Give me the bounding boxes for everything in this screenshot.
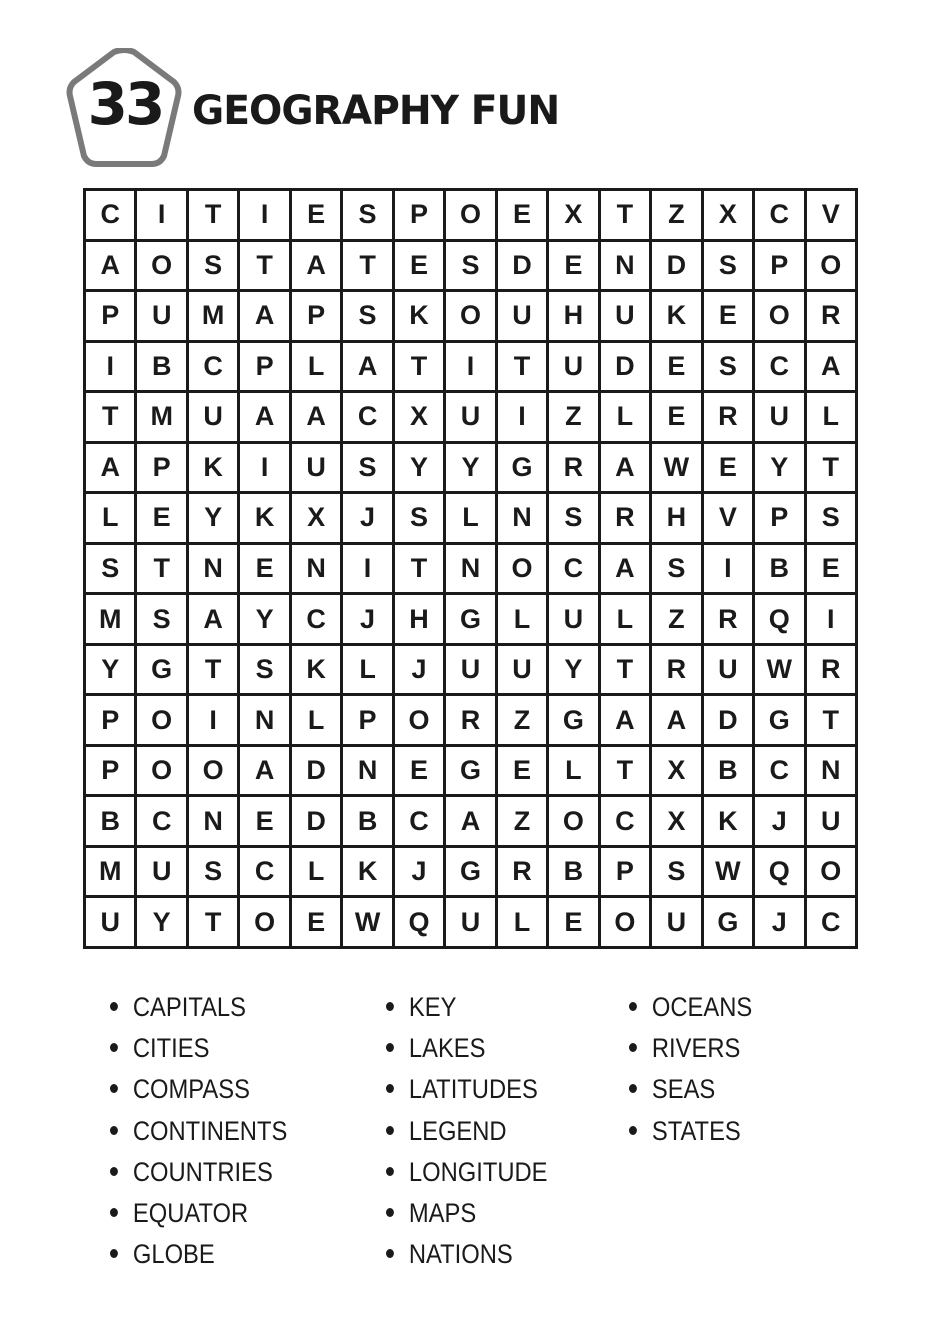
grid-cell[interactable]: T	[395, 545, 443, 593]
word-list-item	[110, 1194, 287, 1235]
grid-cell[interactable]: J	[343, 494, 391, 542]
grid-cell[interactable]: R	[601, 494, 649, 542]
grid-cell[interactable]: P	[137, 444, 185, 492]
grid-cell[interactable]: O	[549, 797, 597, 845]
grid-cell[interactable]: T	[189, 898, 237, 946]
grid-cell[interactable]: W	[652, 444, 700, 492]
grid-cell[interactable]: S	[807, 494, 855, 542]
grid-cell[interactable]: L	[601, 393, 649, 441]
grid-cell[interactable]: V	[704, 494, 752, 542]
grid-cell[interactable]: T	[601, 191, 649, 239]
word-list-item	[110, 1153, 287, 1194]
grid-cell[interactable]: G	[498, 444, 546, 492]
grid-cell[interactable]: U	[549, 343, 597, 391]
grid-cell[interactable]: Q	[755, 595, 803, 643]
grid-cell[interactable]: E	[395, 747, 443, 795]
grid-cell[interactable]: O	[137, 696, 185, 744]
grid-cell[interactable]: P	[755, 242, 803, 290]
grid-cell[interactable]: O	[395, 696, 443, 744]
puzzle-number-badge	[64, 48, 178, 168]
word-list-item	[629, 988, 752, 1029]
grid-cell[interactable]: O	[137, 242, 185, 290]
grid-cell[interactable]: P	[395, 191, 443, 239]
grid-cell[interactable]: S	[549, 494, 597, 542]
grid-cell[interactable]: X	[549, 191, 597, 239]
grid-cell[interactable]: R	[807, 292, 855, 340]
grid-cell[interactable]: I	[189, 696, 237, 744]
grid-cell[interactable]: C	[395, 797, 443, 845]
grid-cell[interactable]: R	[549, 444, 597, 492]
grid-cell[interactable]: T	[86, 393, 134, 441]
grid-cell[interactable]: J	[395, 646, 443, 694]
grid-cell[interactable]: C	[189, 343, 237, 391]
grid-cell[interactable]: S	[704, 343, 752, 391]
grid-cell[interactable]: U	[292, 444, 340, 492]
word-label: CITIES	[132, 1033, 210, 1064]
grid-cell[interactable]: T	[807, 444, 855, 492]
grid-cell[interactable]: L	[807, 393, 855, 441]
grid-cell[interactable]: S	[395, 494, 443, 542]
grid-cell[interactable]: T	[807, 696, 855, 744]
bullet-icon	[110, 1208, 118, 1217]
word-label: EQUATOR	[132, 1197, 249, 1228]
grid-cell[interactable]: K	[652, 292, 700, 340]
grid-cell[interactable]: C	[137, 797, 185, 845]
grid-cell[interactable]: R	[652, 646, 700, 694]
grid-cell[interactable]: E	[240, 797, 288, 845]
grid-cell[interactable]: N	[240, 696, 288, 744]
grid-cell[interactable]: Z	[498, 797, 546, 845]
grid-cell[interactable]: E	[240, 545, 288, 593]
grid-cell[interactable]: Y	[240, 595, 288, 643]
grid-cell[interactable]: Y	[549, 646, 597, 694]
grid-cell[interactable]: O	[755, 292, 803, 340]
word-list-item	[386, 988, 548, 1029]
grid-cell[interactable]: P	[292, 292, 340, 340]
word-label: CONTINENTS	[132, 1115, 288, 1146]
word-list-item	[110, 1029, 287, 1070]
grid-cell[interactable]: B	[704, 747, 752, 795]
grid-cell[interactable]: P	[601, 848, 649, 896]
grid-cell[interactable]: M	[137, 393, 185, 441]
grid-cell[interactable]: C	[292, 595, 340, 643]
grid-cell[interactable]: B	[343, 797, 391, 845]
word-list-item	[110, 1235, 287, 1276]
grid-cell[interactable]: G	[446, 595, 494, 643]
grid-cell[interactable]: R	[446, 696, 494, 744]
grid-cell[interactable]: N	[601, 242, 649, 290]
grid-cell[interactable]: E	[498, 191, 546, 239]
bullet-icon	[110, 1167, 118, 1176]
grid-cell[interactable]: E	[292, 898, 340, 946]
grid-cell[interactable]: T	[343, 242, 391, 290]
word-label: SEAS	[651, 1074, 716, 1105]
grid-cell[interactable]: V	[807, 191, 855, 239]
grid-cell[interactable]: G	[137, 646, 185, 694]
word-label: LEGEND	[408, 1115, 507, 1146]
bullet-icon	[386, 1208, 394, 1217]
grid-cell[interactable]: I	[240, 444, 288, 492]
grid-cell[interactable]: U	[549, 595, 597, 643]
word-list-column-2	[386, 988, 570, 1276]
word-list-item	[386, 1029, 548, 1070]
grid-cell[interactable]: U	[137, 292, 185, 340]
word-label: LONGITUDE	[408, 1156, 548, 1187]
grid-cell[interactable]: P	[343, 696, 391, 744]
word-list-item	[110, 1070, 287, 1111]
grid-cell[interactable]: E	[549, 898, 597, 946]
grid-cell[interactable]: Z	[652, 191, 700, 239]
grid-cell[interactable]: P	[240, 343, 288, 391]
grid-cell[interactable]: O	[807, 242, 855, 290]
grid-cell[interactable]: Z	[549, 393, 597, 441]
grid-cell[interactable]: C	[549, 545, 597, 593]
grid-cell[interactable]: D	[652, 242, 700, 290]
grid-cell[interactable]: M	[189, 292, 237, 340]
grid-cell[interactable]: T	[137, 545, 185, 593]
grid-cell[interactable]: W	[755, 646, 803, 694]
word-label: GLOBE	[132, 1239, 215, 1270]
bullet-icon	[110, 1249, 118, 1258]
grid-cell[interactable]: Y	[86, 646, 134, 694]
grid-cell[interactable]: S	[137, 595, 185, 643]
word-label: LAKES	[408, 1033, 486, 1064]
grid-cell[interactable]: N	[189, 545, 237, 593]
word-list-item	[386, 1235, 548, 1276]
grid-cell[interactable]: L	[498, 898, 546, 946]
grid-cell[interactable]: S	[446, 242, 494, 290]
grid-cell[interactable]: X	[652, 747, 700, 795]
grid-cell[interactable]: D	[498, 242, 546, 290]
grid-cell[interactable]: S	[652, 545, 700, 593]
grid-cell[interactable]: M	[86, 848, 134, 896]
word-label: COMPASS	[132, 1074, 250, 1105]
grid-cell[interactable]: O	[446, 191, 494, 239]
grid-cell[interactable]: P	[755, 494, 803, 542]
grid-cell[interactable]: A	[446, 797, 494, 845]
grid-cell[interactable]: K	[240, 494, 288, 542]
puzzle-number: 33	[87, 70, 163, 138]
grid-cell[interactable]: P	[86, 292, 134, 340]
grid-cell[interactable]: L	[601, 595, 649, 643]
page-title: GEOGRAPHY FUN	[192, 88, 560, 134]
grid-cell[interactable]: A	[343, 343, 391, 391]
grid-cell[interactable]: U	[189, 393, 237, 441]
word-search-grid	[83, 188, 858, 949]
grid-cell[interactable]: G	[549, 696, 597, 744]
grid-cell[interactable]: W	[343, 898, 391, 946]
grid-cell[interactable]: U	[498, 646, 546, 694]
grid-cell[interactable]: D	[292, 797, 340, 845]
grid-cell[interactable]: C	[807, 898, 855, 946]
bullet-icon	[386, 1043, 394, 1052]
grid-cell[interactable]: N	[343, 747, 391, 795]
grid-cell[interactable]: Q	[755, 848, 803, 896]
word-list-item	[629, 1029, 752, 1070]
grid-cell[interactable]: C	[755, 343, 803, 391]
grid-cell[interactable]: B	[137, 343, 185, 391]
grid-cell[interactable]: Y	[137, 898, 185, 946]
grid-cell[interactable]: L	[549, 747, 597, 795]
grid-cell[interactable]: S	[189, 242, 237, 290]
grid-cell[interactable]: S	[189, 848, 237, 896]
grid-cell[interactable]: O	[807, 848, 855, 896]
bullet-icon	[110, 1126, 118, 1135]
grid-cell[interactable]: U	[601, 292, 649, 340]
grid-cell[interactable]: O	[498, 545, 546, 593]
word-list-item	[386, 1070, 548, 1111]
grid-cell[interactable]: O	[240, 898, 288, 946]
word-label: KEY	[408, 992, 457, 1022]
grid-cell[interactable]: I	[86, 343, 134, 391]
word-label: CAPITALS	[132, 992, 247, 1022]
grid-cell[interactable]: T	[395, 343, 443, 391]
grid-cell[interactable]: O	[189, 747, 237, 795]
grid-cell[interactable]: A	[240, 393, 288, 441]
grid-cell[interactable]: A	[292, 393, 340, 441]
grid-cell[interactable]: B	[549, 848, 597, 896]
grid-cell[interactable]: U	[652, 898, 700, 946]
word-list-item	[110, 1112, 287, 1153]
bullet-icon	[629, 1084, 637, 1093]
grid-cell[interactable]: A	[652, 696, 700, 744]
grid-cell[interactable]: P	[86, 696, 134, 744]
grid-cell[interactable]: L	[498, 595, 546, 643]
grid-cell[interactable]: S	[343, 292, 391, 340]
grid-cell[interactable]: S	[240, 646, 288, 694]
grid-cell[interactable]: U	[498, 292, 546, 340]
grid-cell[interactable]: U	[704, 646, 752, 694]
grid-cell[interactable]: L	[86, 494, 134, 542]
grid-cell[interactable]: X	[395, 393, 443, 441]
grid-cell[interactable]: Y	[395, 444, 443, 492]
grid-cell[interactable]: E	[395, 242, 443, 290]
grid-cell[interactable]: A	[240, 292, 288, 340]
grid-cell[interactable]: B	[755, 545, 803, 593]
grid-cell[interactable]: C	[86, 191, 134, 239]
grid-cell[interactable]: S	[652, 848, 700, 896]
grid-cell[interactable]: E	[292, 191, 340, 239]
grid-cell[interactable]: S	[86, 545, 134, 593]
grid-cell[interactable]: G	[704, 898, 752, 946]
bullet-icon	[386, 1249, 394, 1258]
word-list-item	[386, 1112, 548, 1153]
grid-cell[interactable]: R	[498, 848, 546, 896]
grid-cell[interactable]: L	[292, 343, 340, 391]
grid-cell[interactable]: T	[189, 646, 237, 694]
word-list-item	[386, 1153, 548, 1194]
grid-cell[interactable]: K	[292, 646, 340, 694]
grid-cell[interactable]: G	[446, 747, 494, 795]
grid-cell[interactable]: J	[755, 797, 803, 845]
grid-cell[interactable]: I	[807, 595, 855, 643]
bullet-icon	[110, 1084, 118, 1093]
grid-cell[interactable]: U	[446, 646, 494, 694]
grid-cell[interactable]: E	[498, 747, 546, 795]
grid-cell[interactable]: P	[86, 747, 134, 795]
word-label: RIVERS	[651, 1033, 741, 1064]
word-list-item	[629, 1070, 752, 1111]
bullet-icon	[110, 1002, 118, 1011]
word-list-item	[629, 1112, 752, 1153]
grid-cell[interactable]: K	[704, 797, 752, 845]
grid-cell[interactable]: J	[755, 898, 803, 946]
grid-cell[interactable]: S	[704, 242, 752, 290]
grid-cell[interactable]: W	[704, 848, 752, 896]
grid-cell[interactable]: K	[395, 292, 443, 340]
bullet-icon	[110, 1043, 118, 1052]
grid-cell[interactable]: A	[189, 595, 237, 643]
grid-cell[interactable]: U	[446, 393, 494, 441]
grid-cell[interactable]: D	[601, 343, 649, 391]
grid-cell[interactable]: C	[240, 848, 288, 896]
grid-cell[interactable]: E	[704, 292, 752, 340]
word-list-item	[386, 1194, 548, 1235]
grid-cell[interactable]: I	[240, 191, 288, 239]
grid-cell[interactable]: R	[704, 595, 752, 643]
grid-cell[interactable]: X	[292, 494, 340, 542]
grid-cell[interactable]: N	[807, 747, 855, 795]
grid-cell[interactable]: M	[86, 595, 134, 643]
grid-cell[interactable]: U	[807, 797, 855, 845]
word-label: COUNTRIES	[132, 1156, 273, 1187]
grid-cell[interactable]: H	[652, 494, 700, 542]
word-list-column-3	[629, 988, 769, 1153]
grid-cell[interactable]: T	[189, 191, 237, 239]
grid-cell[interactable]: L	[292, 848, 340, 896]
grid-cell[interactable]: L	[292, 696, 340, 744]
grid-cell[interactable]: I	[446, 343, 494, 391]
grid-cell[interactable]: C	[755, 747, 803, 795]
grid-cell[interactable]: Y	[189, 494, 237, 542]
grid-cell[interactable]: O	[601, 898, 649, 946]
grid-cell[interactable]: I	[704, 545, 752, 593]
grid-cell[interactable]: D	[292, 747, 340, 795]
grid-cell[interactable]: A	[601, 696, 649, 744]
grid-cell[interactable]: R	[704, 393, 752, 441]
grid-cell[interactable]: A	[292, 242, 340, 290]
grid-cell[interactable]: A	[86, 242, 134, 290]
grid-cell[interactable]: G	[446, 848, 494, 896]
word-label: OCEANS	[651, 992, 753, 1022]
grid-cell[interactable]: S	[343, 191, 391, 239]
bullet-icon	[629, 1002, 637, 1011]
bullet-icon	[386, 1167, 394, 1176]
grid-cell[interactable]: E	[704, 444, 752, 492]
grid-cell[interactable]: R	[807, 646, 855, 694]
bullet-icon	[386, 1126, 394, 1135]
word-label: NATIONS	[408, 1239, 513, 1270]
grid-cell[interactable]: I	[343, 545, 391, 593]
grid-cell[interactable]: N	[189, 797, 237, 845]
grid-cell[interactable]: S	[343, 444, 391, 492]
grid-cell[interactable]: E	[807, 545, 855, 593]
bullet-icon	[386, 1084, 394, 1093]
word-label: LATITUDES	[408, 1074, 538, 1105]
grid-cell[interactable]: A	[240, 747, 288, 795]
grid-cell[interactable]: A	[601, 545, 649, 593]
bullet-icon	[629, 1126, 637, 1135]
grid-cell[interactable]: Y	[755, 444, 803, 492]
grid-cell[interactable]: L	[446, 494, 494, 542]
grid-cell[interactable]: N	[446, 545, 494, 593]
grid-cell[interactable]: I	[137, 191, 185, 239]
grid-cell[interactable]: C	[343, 393, 391, 441]
grid-cell[interactable]: A	[86, 444, 134, 492]
word-list-column-1	[110, 988, 312, 1276]
grid-cell[interactable]: U	[86, 898, 134, 946]
grid-cell[interactable]: J	[343, 595, 391, 643]
grid-cell[interactable]: K	[343, 848, 391, 896]
grid-cell[interactable]: E	[652, 343, 700, 391]
grid-cell[interactable]: O	[446, 292, 494, 340]
grid-cell[interactable]: A	[601, 444, 649, 492]
bullet-icon	[386, 1002, 394, 1011]
grid-cell[interactable]: T	[240, 242, 288, 290]
word-label: STATES	[651, 1115, 741, 1146]
grid-cell[interactable]: T	[601, 646, 649, 694]
grid-cell[interactable]: E	[549, 242, 597, 290]
grid-cell[interactable]: E	[652, 393, 700, 441]
grid-cell[interactable]: H	[549, 292, 597, 340]
grid-cell[interactable]: T	[601, 747, 649, 795]
grid-cell[interactable]: N	[498, 494, 546, 542]
grid-cell[interactable]: U	[755, 393, 803, 441]
grid-cell[interactable]: Y	[446, 444, 494, 492]
grid-cell[interactable]: J	[395, 848, 443, 896]
grid-cell[interactable]: U	[446, 898, 494, 946]
bullet-icon	[629, 1043, 637, 1052]
grid-cell[interactable]: X	[704, 191, 752, 239]
grid-cell[interactable]: L	[343, 646, 391, 694]
grid-cell[interactable]: T	[498, 343, 546, 391]
grid-cell[interactable]: B	[86, 797, 134, 845]
grid-cell[interactable]: I	[498, 393, 546, 441]
grid-cell[interactable]: N	[292, 545, 340, 593]
word-list-item	[110, 988, 287, 1029]
grid-cell[interactable]: O	[137, 747, 185, 795]
grid-cell[interactable]: Q	[395, 898, 443, 946]
grid-cell[interactable]: C	[601, 797, 649, 845]
grid-cell[interactable]: G	[755, 696, 803, 744]
grid-cell[interactable]: C	[755, 191, 803, 239]
grid-cell[interactable]: H	[395, 595, 443, 643]
grid-cell[interactable]: K	[189, 444, 237, 492]
grid-cell[interactable]: D	[704, 696, 752, 744]
grid-cell[interactable]: Z	[498, 696, 546, 744]
grid-cell[interactable]: E	[137, 494, 185, 542]
word-label: MAPS	[408, 1197, 477, 1228]
grid-cell[interactable]: U	[137, 848, 185, 896]
grid-cell[interactable]: X	[652, 797, 700, 845]
grid-cell[interactable]: A	[807, 343, 855, 391]
grid-cell[interactable]: Z	[652, 595, 700, 643]
